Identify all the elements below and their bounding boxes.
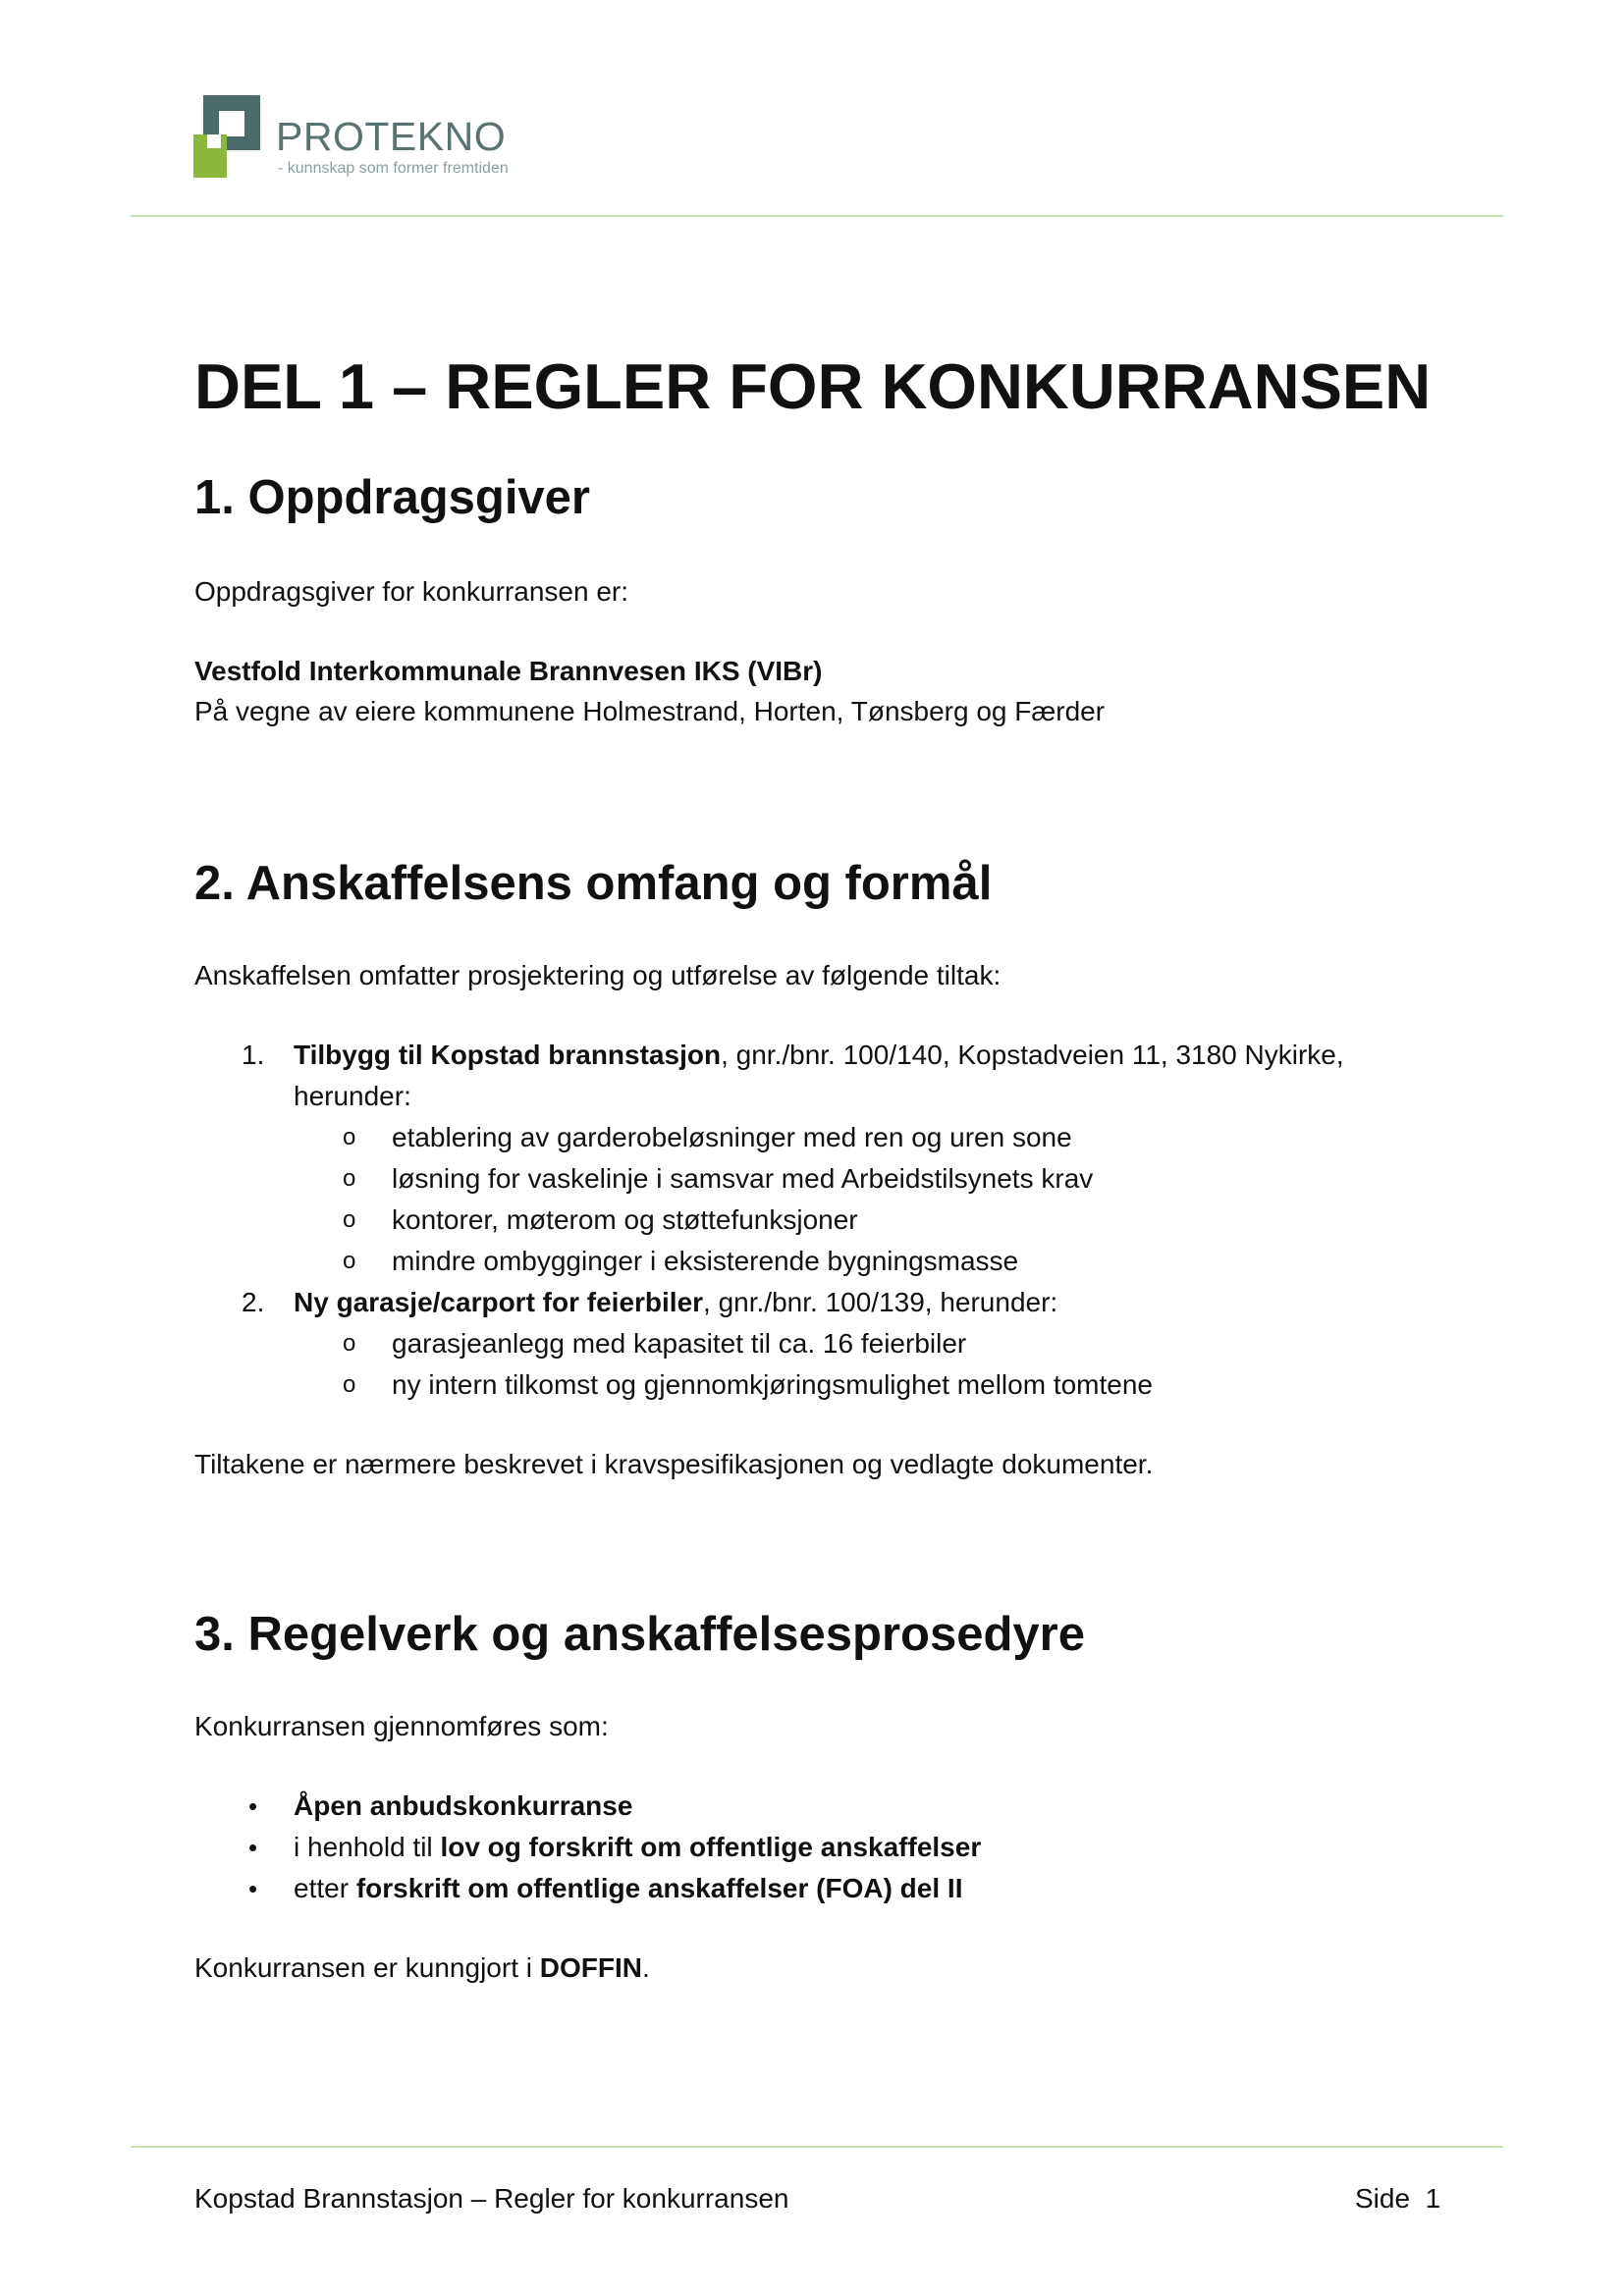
list-item: [294, 1286, 1057, 1319]
bullet-marker: •: [248, 1791, 258, 1821]
list-item-number: 1.: [242, 1040, 265, 1070]
sub-list-item: ny intern tilkomst og gjennomkjøringsmulighet mellom tomtene: [392, 1369, 1153, 1400]
sub-bullet-marker: o: [343, 1206, 356, 1233]
bullet-item: [294, 1872, 962, 1905]
list-item-bold: Ny garasje/carport for feierbiler: [294, 1287, 704, 1317]
bullet-marker: •: [248, 1833, 258, 1862]
list-item-number: 2.: [242, 1287, 265, 1317]
sub-list-item: garasjeanlegg med kapasitet til ca. 16 feierbiler: [392, 1328, 967, 1359]
list-item-rest: , gnr./bnr. 100/139, herunder:: [703, 1287, 1058, 1317]
bullet-marker: •: [248, 1874, 258, 1903]
footer-page-label: Side: [1355, 2183, 1411, 2214]
bullet-bold: forskrift om offentlige anskaffelser (FOA) del II: [355, 1873, 963, 1903]
bullet-bold: lov og forskrift om offentlige anskaffelser: [440, 1832, 982, 1862]
sub-list-item: mindre ombygginger i eksisterende bygningsmasse: [392, 1246, 1019, 1276]
protekno-logo-mark-icon: [193, 95, 262, 178]
header-divider: [131, 215, 1503, 217]
list-item: [294, 1039, 1344, 1072]
sub-list-item: etablering av garderobeløsninger med ren og uren sone: [392, 1122, 1072, 1152]
footer-page-value: 1: [1425, 2183, 1441, 2214]
footer-document-title: Kopstad Brannstasjon – Regler for konkurransen: [194, 2183, 789, 2214]
section3-outro-text: Konkurransen er kunngjort i: [194, 1952, 540, 1983]
section3-outro-bold: DOFFIN: [539, 1952, 642, 1983]
footer-page-number: [1355, 2182, 1440, 2216]
sub-list-item: løsning for vaskelinje i samsvar med Arbeidstilsynets krav: [392, 1163, 1094, 1194]
bullet-bold: Åpen anbudskonkurranse: [294, 1790, 633, 1821]
section1-heading: 1. Oppdragsgiver: [194, 471, 591, 524]
sub-bullet-marker: o: [343, 1330, 356, 1357]
section2-heading: 2. Anskaffelsens omfang og formål: [194, 857, 993, 910]
section3-outro-end: .: [641, 1952, 650, 1983]
section3-outro: [194, 1951, 650, 1985]
section3-intro: Konkurransen gjennomføres som:: [194, 1711, 609, 1741]
bullet-text: i henhold til: [294, 1832, 441, 1862]
section3-heading: 3. Regelverk og anskaffelsesprosedyre: [194, 1608, 1085, 1661]
list-item-rest: , gnr./bnr. 100/140, Kopstadveien 11, 3180 Nykirke,: [721, 1040, 1344, 1070]
bullet-item: [294, 1789, 632, 1823]
sub-bullet-marker: o: [343, 1124, 356, 1150]
section2-outro: Tiltakene er nærmere beskrevet i kravspesifikasjonen og vedlagte dokumenter.: [194, 1449, 1154, 1479]
logo-tagline: - kunnskap som former fremtiden: [278, 160, 509, 177]
sub-bullet-marker: o: [343, 1165, 356, 1192]
protekno-logo: [193, 95, 517, 184]
section1-org-note: På vegne av eiere kommunene Holmestrand, Horten, Tønsberg og Færder: [194, 696, 1106, 726]
bullet-text: etter: [294, 1873, 356, 1903]
sub-list-item: kontorer, møterom og støttefunksjoner: [392, 1204, 858, 1235]
list-item-bold: Tilbygg til Kopstad brannstasjon: [294, 1040, 722, 1070]
section1-intro: Oppdragsgiver for konkurransen er:: [194, 576, 628, 607]
list-item-continuation: herunder:: [294, 1081, 411, 1111]
sub-bullet-marker: o: [343, 1371, 356, 1398]
bullet-item: [294, 1831, 981, 1864]
section2-intro: Anskaffelsen omfatter prosjektering og utførelse av følgende tiltak:: [194, 960, 1001, 990]
page-title: DEL 1 – REGLER FOR KONKURRANSEN: [194, 350, 1432, 422]
section1-org-name: Vestfold Interkommunale Brannvesen IKS (VIBr): [194, 656, 823, 686]
logo-name: PROTEKNO: [276, 114, 507, 159]
sub-bullet-marker: o: [343, 1248, 356, 1274]
footer-divider: [131, 2146, 1503, 2148]
